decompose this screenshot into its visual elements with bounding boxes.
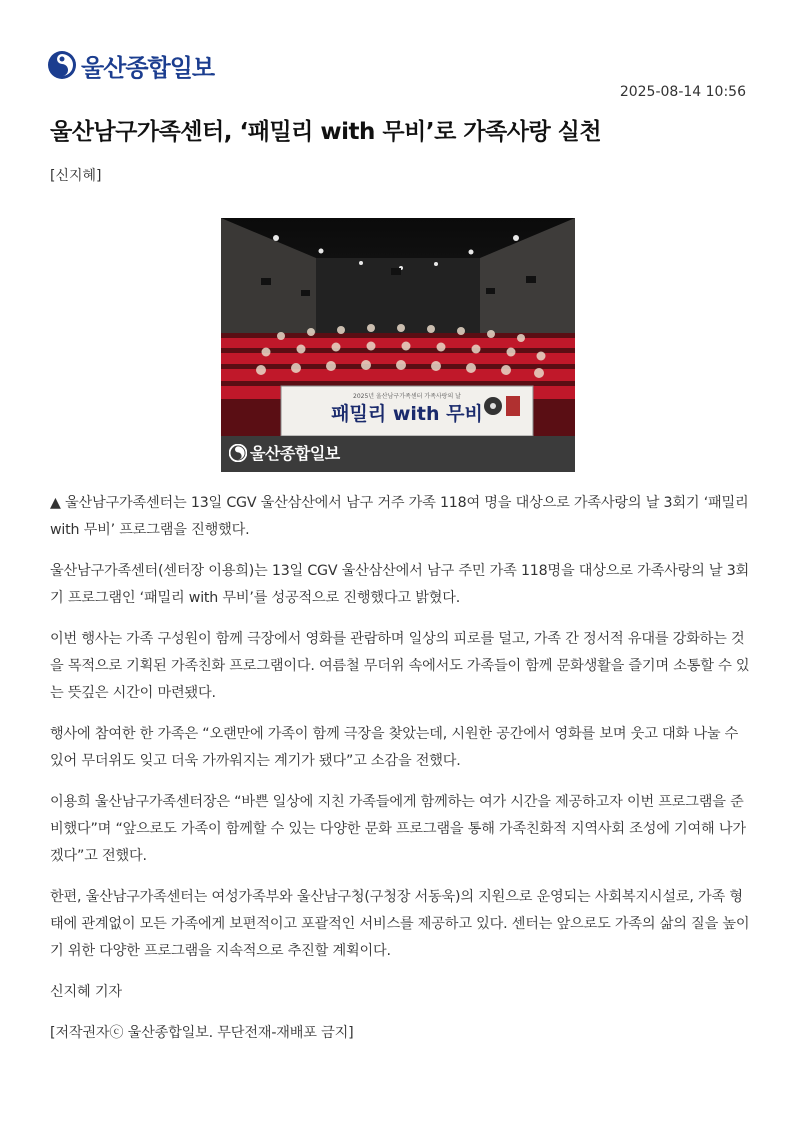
paragraph: 울산남구가족센터(센터장 이용희)는 13일 CGV 울산삼산에서 남구 주민 가족 118명을 대상으로 가족사랑의 날 3회기 프로그램인 ‘패밀리 with 무비’를 성공적으로 진행했다고 밝혔다. bbox=[50, 563, 750, 606]
reporter-name: 신지혜 기자 bbox=[50, 984, 122, 1000]
byline: [신지혜] bbox=[50, 168, 102, 184]
paragraph: 이용희 울산남구가족센터장은 “바쁜 일상에 지친 가족들에게 함께하는 여가 시간을 제공하고자 이번 프로그램을 준비했다”며 “앞으로도 가족이 함께할 수 있는 다양한 문화 프로그램을 통해 가족친화적 지역사회 조성에 기여해 나가겠다”고 전했다. bbox=[50, 794, 746, 864]
paragraph: 행사에 참여한 한 가족은 “오랜만에 가족이 함께 극장을 찾았는데, 시원한 공간에서 영화를 보며 웃고 대화 나눌 수 있어 무더위도 잊고 더욱 가까워지는 계기가 됐다”고 소감을 전했다. bbox=[50, 726, 739, 769]
paragraph: 한편, 울산남구가족센터는 여성가족부와 울산남구청(구청장 서동욱)의 지원으로 운영되는 사회복지시설로, 가족 형태에 관계없이 모든 가족에게 보편적이고 포괄적인 서비스를 제공하고 있다. 센터는 앞으로도 가족의 삶의 질을 높이기 위한 다양한 프로그램을 지속적으로 추진할 계획이다. bbox=[50, 889, 750, 959]
photo-watermark bbox=[229, 441, 340, 464]
article-datetime: 2025-08-14 10:56 bbox=[619, 84, 746, 100]
watermark-logo-icon bbox=[229, 444, 247, 462]
photo-caption: ▲ 울산남구가족센터는 13일 CGV 울산삼산에서 남구 거주 가족 118여 명을 대상으로 가족사랑의 날 3회기 ‘패밀리 with 무비’ 프로그램을 진행했다. bbox=[50, 495, 749, 538]
watermark-text: 울산종합일보 bbox=[250, 444, 340, 463]
article-photo bbox=[221, 218, 575, 472]
banner-small-text: 2025년 울산남구가족센터 가족사랑의 날 bbox=[353, 393, 461, 400]
publisher-logo[interactable] bbox=[47, 47, 214, 83]
publisher-name: 울산종합일보 bbox=[81, 53, 215, 82]
theater-scene bbox=[221, 218, 575, 472]
paragraph: 이번 행사는 가족 구성원이 함께 극장에서 영화를 관람하며 일상의 피로를 덜고, 가족 간 정서적 유대를 강화하는 것을 목적으로 기획된 가족친화 프로그램이다. 여름철 무더위 속에서도 가족들이 함께 문화생활을 즐기며 소통할 수 있는 뜻깊은 시간이 마련됐다. bbox=[50, 631, 750, 701]
copyright-notice: [저작권자ⓒ 울산종합일보. 무단전재-재배포 금지] bbox=[50, 1025, 354, 1041]
logo-icon bbox=[47, 50, 77, 80]
headline: 울산남구가족센터, ‘패밀리 with 무비’로 가족사랑 실천 bbox=[50, 119, 602, 145]
banner-text: 패밀리 with 무비 bbox=[331, 403, 483, 425]
article-body bbox=[50, 490, 750, 1061]
